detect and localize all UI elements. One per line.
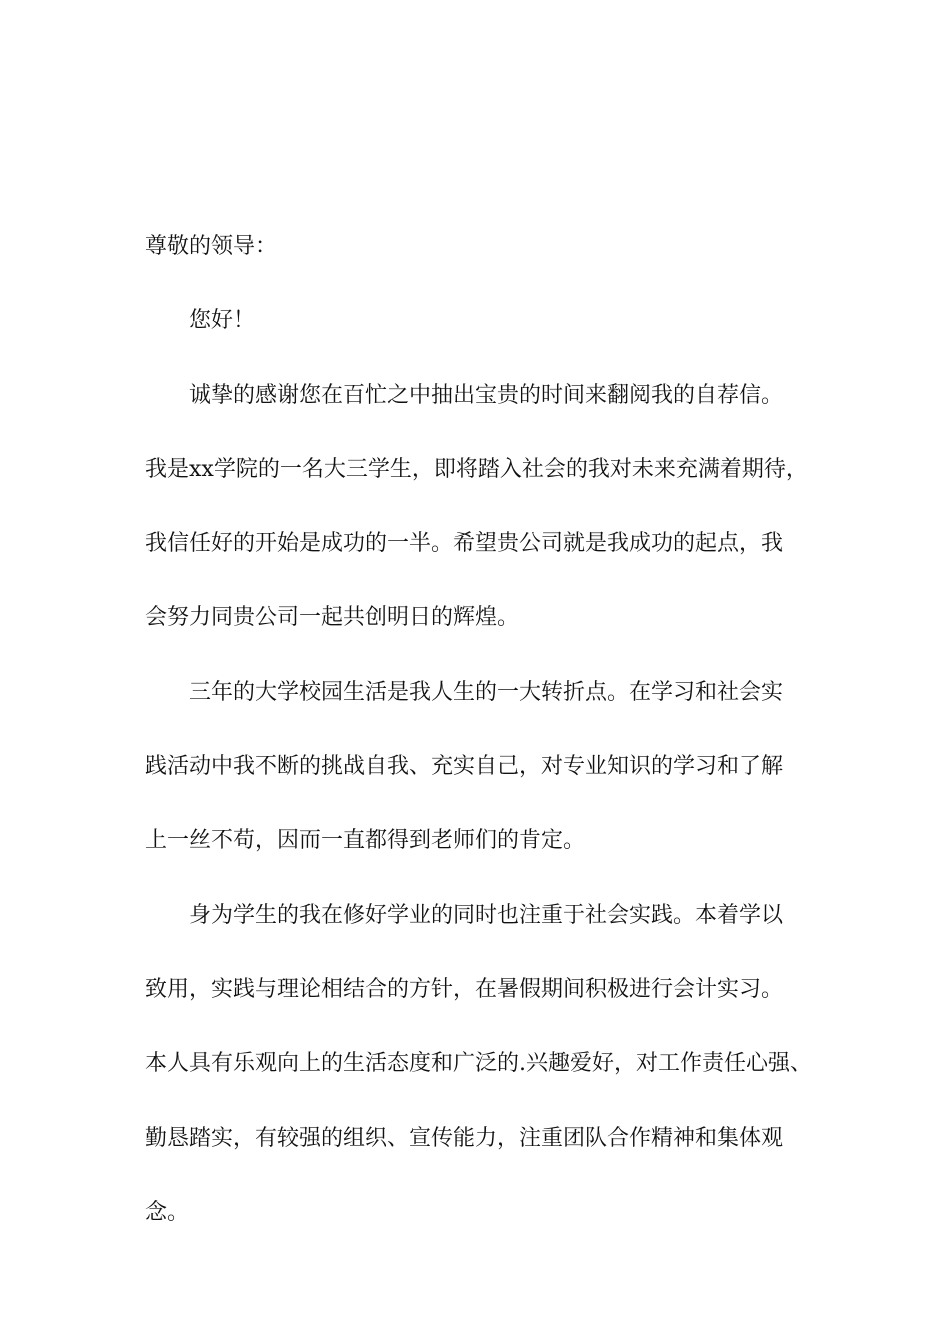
- letter-body: [145, 210, 825, 1250]
- paragraph-1-line-1: 诚挚的感谢您在百忙之中抽出宝贵的时间来翻阅我的自荐信。: [189, 382, 784, 408]
- salutation-line: 尊敬的领导：: [145, 234, 278, 259]
- paragraph-3-line-4: 勤恳踏实，有较强的组织、宣传能力，注重团队合作精神和集体观: [145, 1125, 784, 1151]
- paragraph-3-line-1: 身为学生的我在修好学业的同时也注重于社会实践。本着学以: [189, 902, 784, 928]
- paragraph-2-line-2: 践活动中我不断的挑战自我、充实自己，对专业知识的学习和了解: [145, 754, 784, 780]
- paragraph-3-line-2: 致用，实践与理论相结合的方针，在暑假期间积极进行会计实习。: [145, 976, 784, 1002]
- paragraph-3-line-5: 念。: [145, 1199, 190, 1225]
- paragraph-2-line-1: 三年的大学校园生活是我人生的一大转折点。在学习和社会实: [189, 679, 784, 705]
- paragraph-1-line-3: 我信任好的开始是成功的一半。希望贵公司就是我成功的起点，我: [145, 531, 784, 557]
- greeting-line: 您好！: [189, 308, 256, 334]
- paragraph-3-line-3: 本人具有乐观向上的生活态度和广泛的.兴趣爱好，对工作责任心强、: [145, 1051, 812, 1077]
- paragraph-2-line-3: 上一丝不苟，因而一直都得到老师们的肯定。: [145, 828, 586, 854]
- paragraph-1-line-2: 我是xx学院的一名大三学生，即将踏入社会的我对未来充满着期待，: [145, 456, 808, 482]
- paragraph-1-line-4: 会努力同贵公司一起共创明日的辉煌。: [145, 605, 520, 631]
